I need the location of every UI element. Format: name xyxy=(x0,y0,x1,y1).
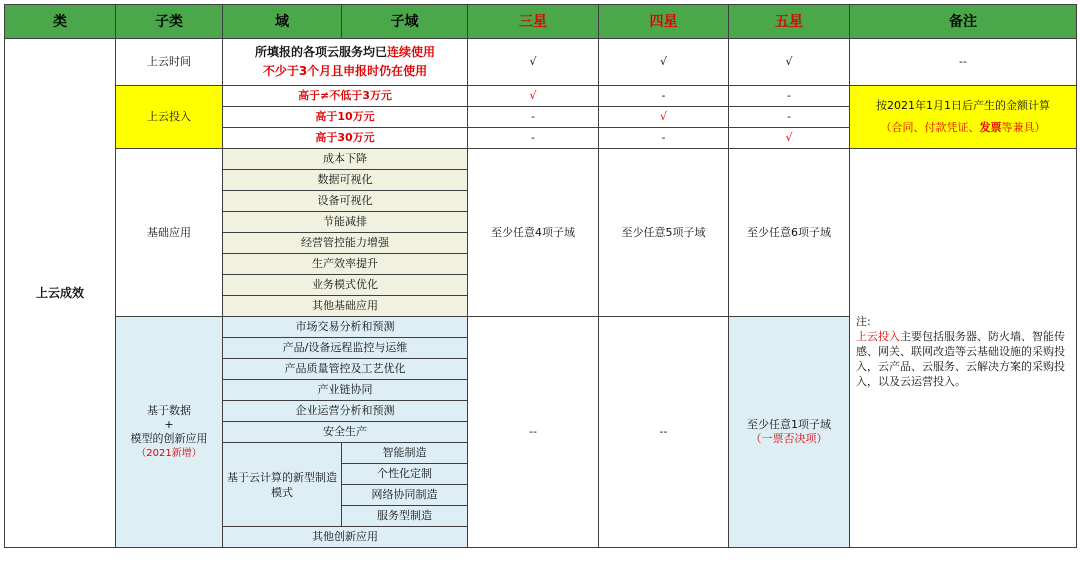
innovation-five xyxy=(729,317,850,548)
innovation-label-new: （2021新增） xyxy=(136,447,202,459)
cloud-time-req-line2: 不少于3个月且申报时仍在使用 xyxy=(262,64,428,78)
basic-app-item-4: 节能减排 xyxy=(223,212,468,233)
cloud-invest-five-3: √ xyxy=(729,128,850,149)
header-subdomain: 子域 xyxy=(342,5,468,39)
innovation-label-3: 模型的创新应用 xyxy=(130,431,208,445)
innovation-item-1: 市场交易分析和预测 xyxy=(223,317,468,338)
cloud-invest-remark-line1: 按2021年1月1日后产生的金额计算 xyxy=(876,99,1050,112)
cloud-invest-text-3: 高于30万元 xyxy=(223,128,468,149)
innovation-three: -- xyxy=(468,317,599,548)
header-five-star: 五星 xyxy=(729,5,850,39)
cloud-invest-remark-2c: 等兼具） xyxy=(1001,121,1046,134)
cloud-time-requirement xyxy=(223,39,468,86)
cloud-mfg-item-4: 服务型制造 xyxy=(342,506,468,527)
cloud-mfg-item-3: 网络协同制造 xyxy=(342,485,468,506)
innovation-item-3: 产品质量管控及工艺优化 xyxy=(223,359,468,380)
cloud-invest-text-2: 高于10万元 xyxy=(223,107,468,128)
cloud-time-req-a: 所填报的各项云服务均已 xyxy=(254,45,387,59)
requirements-table-wrap xyxy=(4,4,1077,548)
cloud-mfg-label: 基于云计算的新型制造模式 xyxy=(223,443,342,527)
innovation-label-1: 基于数据 xyxy=(147,403,191,417)
basic-app-five: 至少任意6项子域 xyxy=(729,149,850,317)
cloud-invest-three-1: √ xyxy=(468,86,599,107)
header-four-star: 四星 xyxy=(599,5,729,39)
cloud-invest-five-1: - xyxy=(729,86,850,107)
cloud-invest-four-1: - xyxy=(599,86,729,107)
cloud-time-row xyxy=(5,39,1077,86)
cloud-invest-remark-2a: （合同、付款凭证、 xyxy=(880,121,980,134)
cloud-time-five: √ xyxy=(729,39,850,86)
innovation-item-2: 产品/设备远程监控与运维 xyxy=(223,338,468,359)
header-subcategory: 子类 xyxy=(116,5,223,39)
innovation-item-6: 安全生产 xyxy=(223,422,468,443)
cloud-invest-remark-2b: 发票 xyxy=(979,121,1002,134)
cloud-invest-four-3: - xyxy=(599,128,729,149)
note-prefix: 注: xyxy=(856,314,871,328)
innovation-five-1: 至少任意1项子域 xyxy=(747,418,831,431)
basic-app-item-5: 经营管控能力增强 xyxy=(223,233,468,254)
cloud-time-remark: -- xyxy=(850,39,1077,86)
basic-app-label: 基础应用 xyxy=(116,149,223,317)
header-three-star: 三星 xyxy=(468,5,599,39)
cloud-invest-four-2: √ xyxy=(599,107,729,128)
innovation-item-4: 产业链协同 xyxy=(223,380,468,401)
cloud-invest-label: 上云投入 xyxy=(116,86,223,149)
header-domain: 域 xyxy=(223,5,342,39)
basic-app-item-7: 业务模式优化 xyxy=(223,275,468,296)
basic-app-item-3: 设备可视化 xyxy=(223,191,468,212)
basic-app-item-2: 数据可视化 xyxy=(223,170,468,191)
header-row xyxy=(5,5,1077,39)
basic-app-four: 至少任意5项子域 xyxy=(599,149,729,317)
cloud-time-three: √ xyxy=(468,39,599,86)
header-category: 类 xyxy=(5,5,116,39)
innovation-label-2: + xyxy=(164,417,174,431)
cloud-mfg-item-1: 智能制造 xyxy=(342,443,468,464)
cloud-time-four: √ xyxy=(599,39,729,86)
innovation-four: -- xyxy=(599,317,729,548)
cloud-invest-remark xyxy=(850,86,1077,149)
note-body: 主要包括服务器、防火墙、智能传感、网关、联网改造等云基础设施的采购投入，云产品、云服务、云解决方案的采购投入，以及云运营投入。 xyxy=(856,329,1065,388)
cloud-invest-three-2: - xyxy=(468,107,599,128)
cloud-invest-row-1 xyxy=(5,86,1077,107)
cloud-invest-text-1: 高于≠不低于3万元 xyxy=(223,86,468,107)
cloud-mfg-item-2: 个性化定制 xyxy=(342,464,468,485)
basic-app-item-8: 其他基础应用 xyxy=(223,296,468,317)
innovation-item-5: 企业运营分析和预测 xyxy=(223,401,468,422)
cloud-invest-three-3: - xyxy=(468,128,599,149)
note-highlight: 上云投入 xyxy=(856,329,900,343)
cloud-time-req-b: 连续使用 xyxy=(387,45,436,59)
note-cell xyxy=(850,149,1077,548)
header-remarks: 备注 xyxy=(850,5,1077,39)
innovation-last-item: 其他创新应用 xyxy=(223,527,468,548)
innovation-five-2: （一票否决项） xyxy=(750,432,828,445)
cloud-invest-five-2: - xyxy=(729,107,850,128)
basic-app-three: 至少任意4项子域 xyxy=(468,149,599,317)
category-cell: 上云成效 xyxy=(5,39,116,548)
basic-app-item-6: 生产效率提升 xyxy=(223,254,468,275)
innovation-label xyxy=(116,317,223,548)
basic-app-item-1: 成本下降 xyxy=(223,149,468,170)
requirements-table xyxy=(4,4,1077,548)
basic-app-row-1 xyxy=(5,149,1077,170)
cloud-time-label: 上云时间 xyxy=(116,39,223,86)
